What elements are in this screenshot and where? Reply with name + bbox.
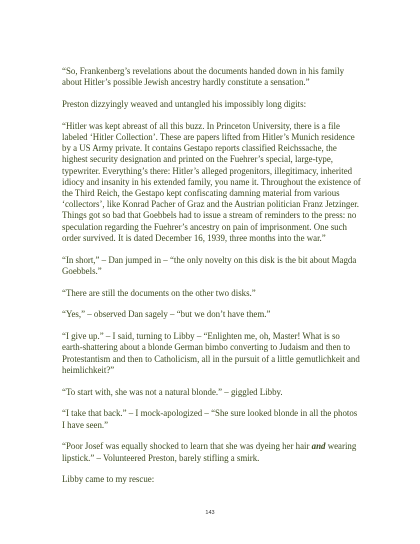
paragraph: “Hitler was kept abreast of all this buzz. In Princeton University, there is a file labeled ‘Hitler Collection’. These are papers lifted from Hitler’s Munich residence by a US Army private. It contains Gestapo reports classified Reichssache, the highest security designation and printed on the Fuehrer’s special, large-type, typewriter. Everything’s there: Hitler’s alleged progenitors, illegitimacy, inherited idiocy and insanity in his extended family, you name it. Throughout the existence of the Third Reich, the Gestapo kept confiscating damning material from various ‘collectors’, like Konrad Pacher of Graz and the Austrian politician Franz Jetzinger. Things got so bad that Goebbels had to issue a stream of reminders to the press: no speculation regarding the Fuehrer’s ancestry on pain of imprisonment. One such order survived. It is dated December 16, 1939, three months into the war.”: [62, 120, 361, 243]
paragraph: “Yes,” – observed Dan sagely – “but we don’t have them.”: [62, 309, 271, 320]
paragraph: “I give up.” – I said, turning to Libby – “Enlighten me, oh, Master! What is so earth-shattering about a blonde German bimbo converting to Judaism and then to Protestantism and then to Catholicism, all in the pursuit of a little gemutlichkeit and heimlichkeit?”: [62, 331, 360, 375]
paragraph: “So, Frankenberg’s revelations about the documents handed down in his family about Hitler’s possible Jewish ancestry hardly constitute a sensation.”: [62, 66, 345, 88]
paragraph: Preston dizzyingly weaved and untangled his impossibly long digits:: [62, 99, 307, 109]
paragraph: Libby came to my rescue:: [62, 474, 155, 485]
paragraph: [62, 441, 362, 463]
emphasized-word: and: [311, 441, 326, 452]
paragraph: “To start with, she was not a natural blonde.” – giggled Libby.: [62, 386, 283, 397]
paragraph-text: wearing lipstick.” – Volunteered Preston, barely stifling a smirk.: [62, 441, 357, 463]
paragraph: “There are still the documents on the other two disks.”: [62, 287, 256, 298]
paragraph-text: “Poor Josef was equally shocked to learn that she was dyeing her hair: [62, 441, 312, 452]
page-number: 143: [205, 510, 215, 516]
paragraph: “In short,” – Dan jumped in – “the only novelty on this disk is the bit about Magda Goebbels.”: [62, 254, 357, 276]
paragraph: “I take that back.” – I mock-apologized – “She sure looked blonde in all the photos I have seen.”: [62, 408, 358, 430]
body-text: [62, 66, 362, 496]
